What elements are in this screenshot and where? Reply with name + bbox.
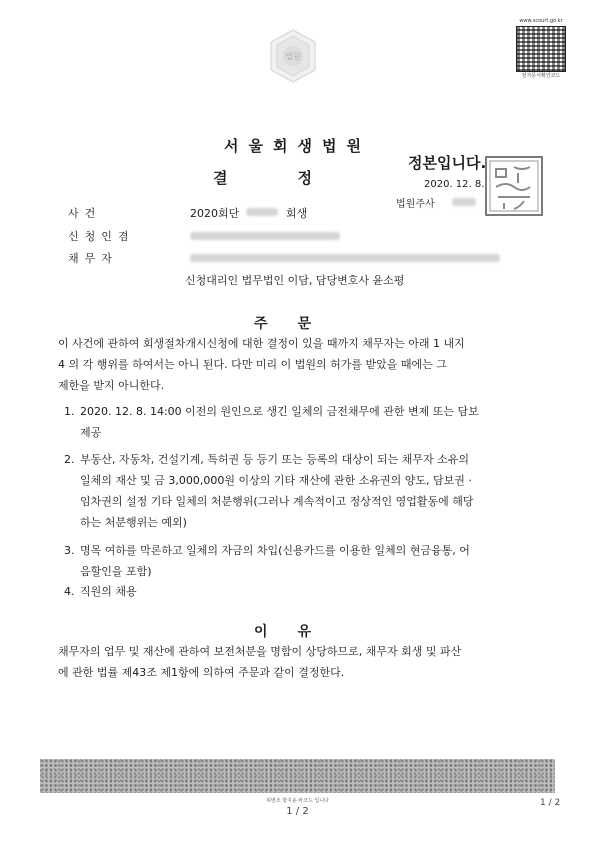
redacted-debtor-address [190,254,500,262]
qr-code-icon [516,26,566,72]
reason-line: 에 관한 법률 제43조 제1항에 의하여 주문과 같이 결정한다. [58,666,345,679]
order-heading: 주문 [253,316,342,332]
case-suffix: 회생 [286,207,308,220]
case-label: 사건 [68,207,102,220]
qr-url: www.scourt.go.kr [519,18,563,24]
case-number: 2020회단 [190,207,240,220]
document-type: 결정 [213,169,382,187]
qr-caption: 전자문서확인코드 [521,73,561,79]
order-item [64,581,137,602]
order-item-line: 임차권의 설정 기타 일체의 처분행위(그러나 계속적이고 정상적인 영업활동에 해당 [80,495,474,508]
page-number: 1 / 2 [540,798,561,808]
reason-body [58,641,461,683]
official-stamp-icon [484,155,544,217]
reason-heading: 이유 [253,624,342,640]
order-item-number: 4. [64,585,75,598]
court-name: 서울회생법원 [224,137,371,155]
debtor-label: 채무자 [68,252,118,265]
certification-date: 2020. 12. 8. [424,179,485,190]
order-intro-line: 이 사건에 관하여 회생절차개시신청에 대한 결정이 있을 때까지 채무자는 아래 1 내지 [58,337,465,350]
order-item-line: 하는 처분행위는 예외) [80,516,187,529]
page-indicator: 1 / 2 [286,806,309,817]
order-intro-line: 제한을 받지 아니한다. [58,379,165,392]
order-item [64,449,474,533]
order-item-line: 명목 여하를 막론하고 일체의 자금의 차입(신용카드를 이용한 일체의 현금융통, 어 [80,544,470,557]
order-item-number: 3. [64,544,75,557]
certification-clerk: 법원주사 [396,199,435,210]
legal-representative: 신청대리인 법무법인 이담, 담당변호사 윤소평 [185,274,405,287]
applicant-label: 신청인겸 [68,230,135,243]
court-emblem-icon [265,28,321,84]
order-intro [58,333,465,396]
reason-line: 채무자의 업무 및 재산에 관하여 보전처분을 명함이 상당하므로, 채무자 회생 및 파산 [58,645,462,658]
order-item-line: 부동산, 자동차, 건설기계, 특허권 등 등기 또는 등록의 대상이 되는 채무자 소유의 [80,453,469,466]
order-item-line: 2020. 12. 8. 14:00 이전의 원인으로 생긴 일체의 금전채무에 관한 변제 또는 담보 [80,405,479,418]
order-item-line: 일체의 재산 및 금 3,000,000원 이상의 기타 재산에 관한 소유권의 양도, 담보권 · [80,474,472,487]
order-intro-line: 4 의 각 행위를 하여서는 아니 된다. 다만 미리 이 법원의 허가를 받았을 때에는 그 [58,358,447,371]
order-item-line: 제공 [80,426,102,439]
order-item-line: 직원의 채용 [80,585,137,598]
redacted-case-number [246,208,278,216]
barcode-note: 위변조 방지용 바코드 입니다 [266,798,329,804]
order-item-number: 2. [64,453,75,466]
order-item-line: 음할인을 포함) [80,565,152,578]
verification-qr-code[interactable] [512,18,570,78]
order-item [64,540,470,582]
anti-forgery-barcode [40,759,555,793]
order-item [64,401,479,443]
redacted-applicant [190,232,340,240]
certification-text: 정본입니다. [408,154,487,172]
emblem-text: 법원 [285,52,301,61]
order-item-number: 1. [64,405,75,418]
redacted-clerk-name [452,198,476,206]
